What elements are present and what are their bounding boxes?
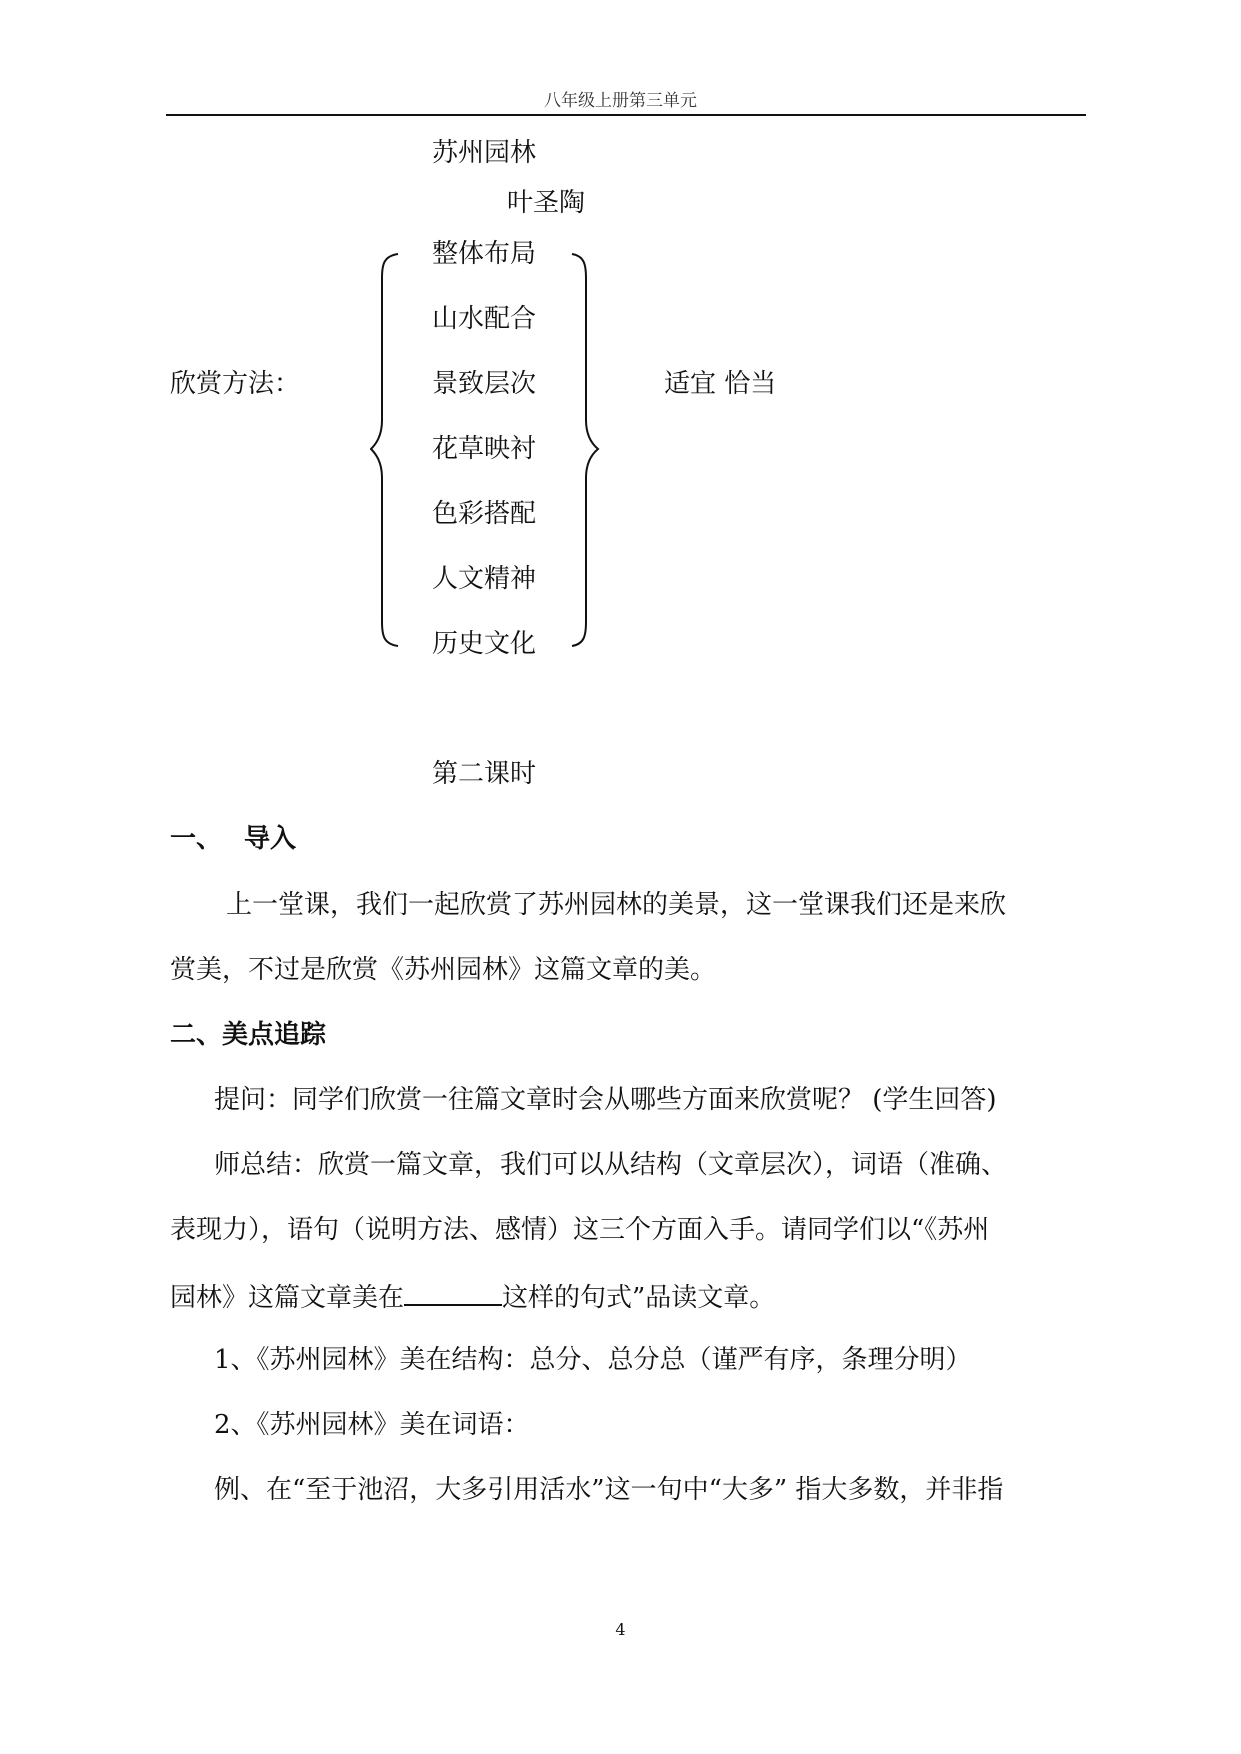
method-item-5: 色彩搭配 [432, 499, 537, 529]
section2-heading: 二、美点追踪 [170, 1020, 327, 1050]
method-item-3: 景致层次 [432, 369, 537, 399]
method-item-7: 历史文化 [432, 629, 537, 659]
header-rule [166, 114, 1086, 116]
article-title: 苏州园林 [432, 138, 537, 168]
page-number: 4 [615, 1620, 626, 1639]
summary-line1: 师总结：欣赏一篇文章，我们可以从结构（文章层次），词语（准确、 [214, 1150, 1008, 1180]
summary-line3-start: 园林》这篇文章美在 [170, 1283, 405, 1313]
right-brace [568, 250, 604, 650]
method-item-2: 山水配合 [432, 304, 537, 334]
appreciation-result: 适宜 恰当 [664, 369, 777, 399]
section1-paragraph-line1: 上一堂课，我们一起欣赏了苏州园林的美景，这一堂课我们还是来欣 [226, 890, 1007, 920]
summary-line3-end: 这样的句式”品读文章。 [502, 1283, 776, 1313]
section1-title: 导入 [244, 824, 297, 854]
section1-number: 一、 [170, 824, 223, 854]
lesson-heading: 第二课时 [432, 759, 537, 789]
section1-paragraph-line2: 赏美，不过是欣赏《苏州园林》这篇文章的美。 [170, 955, 717, 985]
method-item-4: 花草映衬 [432, 434, 537, 464]
method-item-1: 整体布局 [432, 239, 537, 269]
fill-in-blank[interactable] [404, 1282, 502, 1306]
article-author: 叶圣陶 [507, 188, 586, 218]
summary-line3 [170, 1282, 1090, 1311]
point-structure: 1、《苏州园林》美在结构：总分、总分总（谨严有序，条理分明） [214, 1345, 972, 1375]
point-words: 2、《苏州园林》美在词语： [214, 1410, 530, 1440]
question-text: 提问：同学们欣赏一往篇文章时会从哪些方面来欣赏呢？ (学生回答) [214, 1085, 997, 1115]
method-item-6: 人文精神 [432, 564, 537, 594]
page-header: 八年级上册第三单元 [544, 91, 697, 111]
appreciation-label: 欣赏方法： [170, 369, 301, 399]
example-text: 例、在“至于池沼，大多引用活水”这一句中“大多” 指大多数，并非指 [214, 1475, 1004, 1505]
left-brace [370, 250, 410, 650]
summary-line2: 表现力），语句（说明方法、感情）这三个方面入手。请同学们以“《苏州 [170, 1215, 990, 1245]
